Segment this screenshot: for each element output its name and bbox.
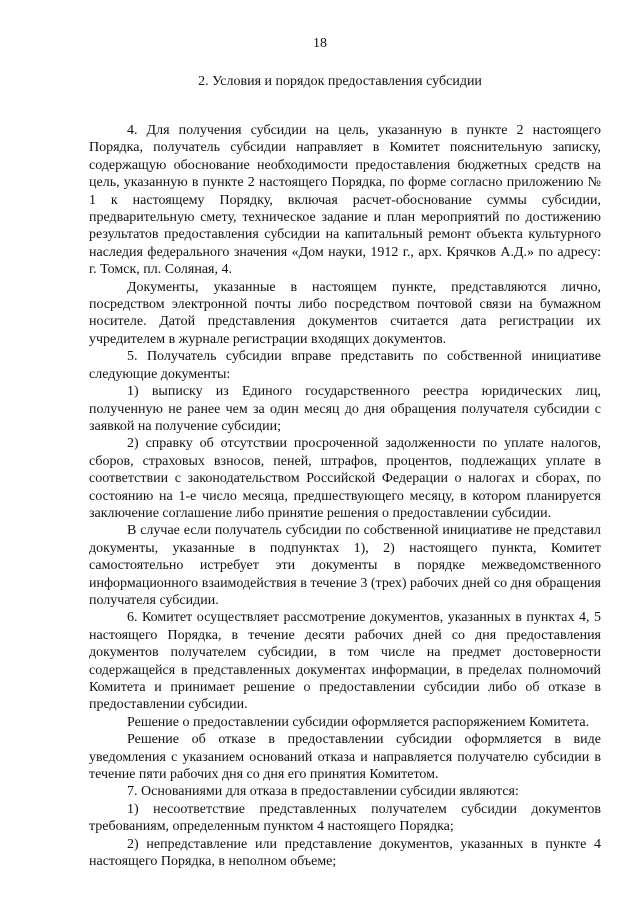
- paragraph-item-4: 4. Для получения субсидии на цель, указанную в пункте 2 настоящего Порядка, получатель субсидии направляет в Комитет пояснительную записку, содержащую обоснование необходимости предоставления бюджетных средств на цель, указанную в пункте 2 настоящего Порядка, по форме согласно приложению № 1 к настоящему Порядку, включая расчет-обоснование суммы субсидии, предварительную смету, техническое задание и план мероприятий по достижению результатов предоставления субсидии на капитальный ремонт объекта культурного наследия федерального значения «Дом науки, 1912 г., арх. Крячков А.Д.» по адресу: г. Томск, пл. Соляная, 4.: [89, 123, 601, 278]
- paragraph-decision-refusal: Решение об отказе в предоставлении субсидии оформляется в виде уведомления с указанием оснований отказа и направляется получателю субсидии в течение пяти рабочих дня со дня его принятия Комитетом.: [89, 732, 601, 783]
- page-number: 18: [313, 36, 327, 51]
- section-title: 2. Условия и порядок предоставления субсидии: [198, 74, 482, 89]
- paragraph-item-5: 5. Получатель субсидии вправе представить по собственной инициативе следующие документы:: [89, 349, 601, 382]
- paragraph-item-6: 6. Комитет осуществляет рассмотрение документов, указанных в пунктах 4, 5 настоящего Порядка, в течение десяти рабочих дней со дня предоставления документов получателем субсидии, в том числе на предмет достоверности содержащейся в представленных документах информации, в пределах полномочий Комитета и принимает решение о предоставлении субсидии либо об отказе в предоставлении субсидии.: [89, 610, 601, 713]
- document-body: [89, 122, 601, 870]
- paragraph-item-7-sub-1: 1) несоответствие представленных получателем субсидии документов требованиям, определенным пунктом 4 настоящего Порядка;: [89, 801, 601, 835]
- paragraph-item-7: 7. Основаниями для отказа в предоставлении субсидии являются:: [127, 784, 519, 800]
- paragraph-item-7-sub-2: 2) непредставление или представление документов, указанных в пункте 4 настоящего Порядка, в неполном объеме;: [89, 836, 601, 870]
- paragraph-item-5-note: В случае если получатель субсидии по собственной инициативе не представил документы, указанные в подпунктах 1), 2) настоящего пункта, Комитет самостоятельно истребует эти документы в порядке межведомственного информационного взаимодействия в течение 3 (трех) рабочих дней со дня обращения получателя субсидии.: [89, 523, 601, 608]
- paragraph-item-5-sub-1: 1) выписку из Единого государственного реестра юридических лиц, полученную не ранее чем за один месяц до дня обращения получателя субсидии с заявкой на получение субсидии;: [89, 384, 601, 434]
- paragraph-decision-grant: Решение о предоставлении субсидии оформляется распоряжением Комитета.: [127, 714, 590, 730]
- paragraph-submission-methods: Документы, указанные в настоящем пункте, представляются лично, посредством электронной почты либо посредством почтовой связи на бумажном носителе. Датой представления документов считается дата регистрации их учредителем в журнале регистрации входящих документов.: [89, 279, 601, 347]
- paragraph-item-5-sub-2: 2) справку об отсутствии просроченной задолженности по уплате налогов, сборов, страховых взносов, пеней, штрафов, процентов, подлежащих уплате в соответствии с законодательством Российской Федерации о налогах и сборах, по состоянию на 1-е число месяца, предшествующего месяцу, в котором планируется заключение соглашение либо принятие решения о предоставлении субсидии.: [89, 436, 601, 521]
